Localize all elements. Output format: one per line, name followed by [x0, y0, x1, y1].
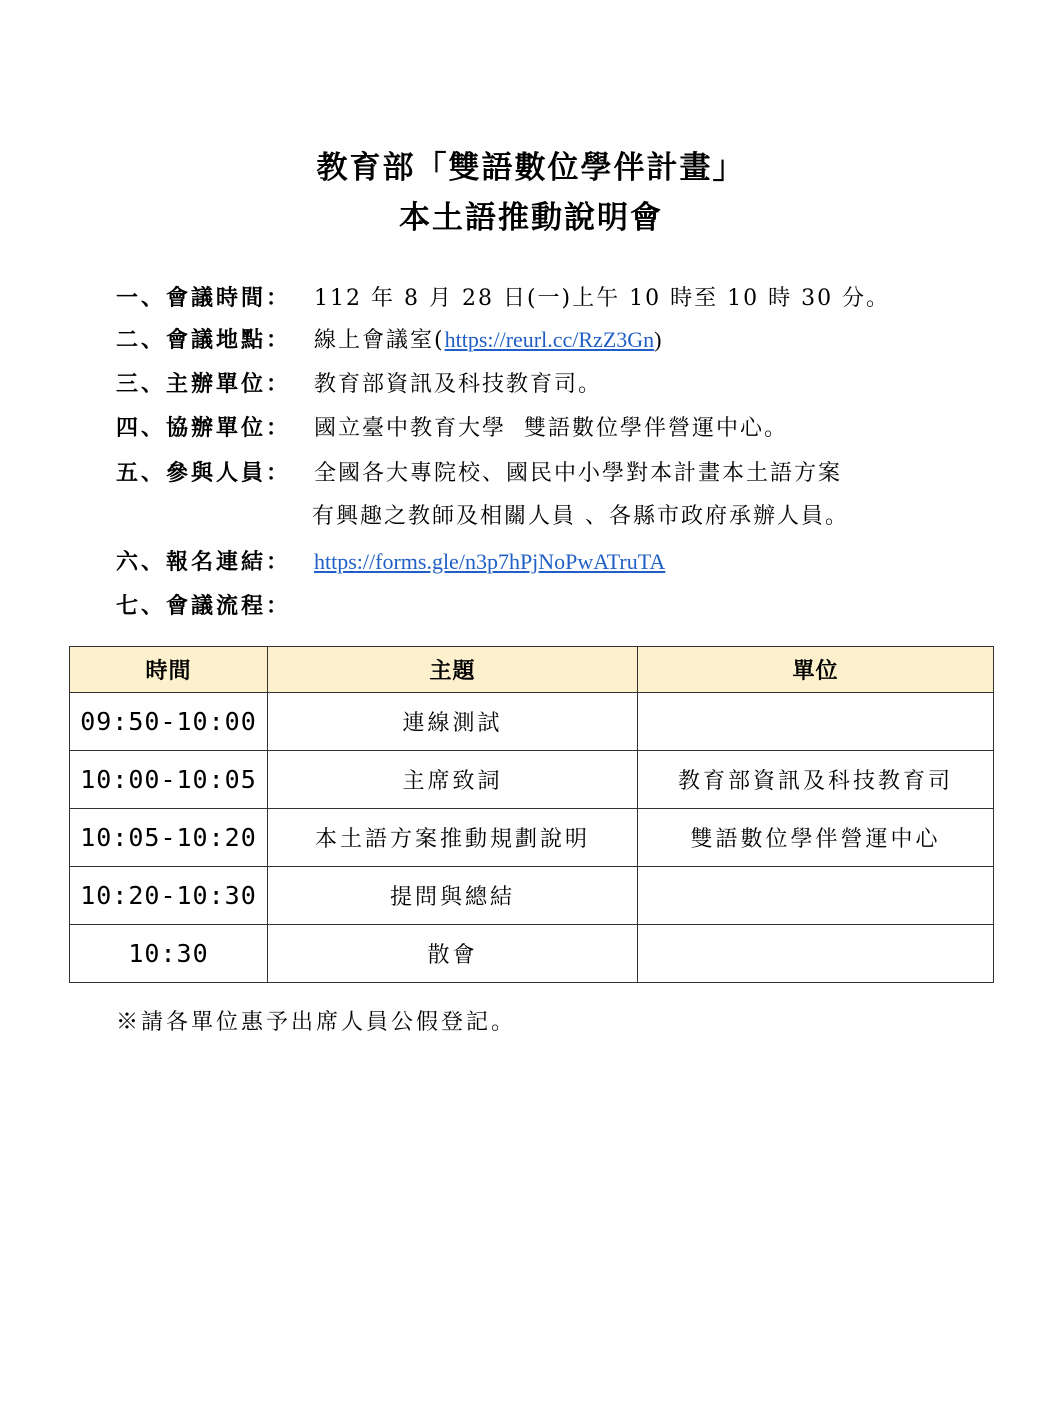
row-unit: 雙語數位學伴營運中心: [638, 809, 994, 867]
table-row: [70, 925, 994, 983]
row-unit: [638, 693, 994, 751]
table-row: [70, 751, 994, 809]
header-topic: 主題: [268, 647, 638, 693]
meeting-place-item: [116, 322, 661, 358]
row-topic: 本土語方案推動規劃說明: [268, 809, 638, 867]
meeting-time-item: [116, 280, 890, 316]
host-label: 三、主辦單位：: [116, 371, 292, 397]
agenda-item: [116, 588, 314, 624]
row-topic: 連線測試: [268, 693, 638, 751]
cohost-label: 四、協辦單位：: [116, 415, 292, 441]
row-time: 10:00-10:05: [70, 751, 268, 809]
participants-label: 五、參與人員：: [116, 460, 292, 486]
meeting-place-label: 二、會議地點：: [116, 327, 292, 353]
header-unit: 單位: [638, 647, 994, 693]
row-time: 10:30: [70, 925, 268, 983]
row-time: 10:05-10:20: [70, 809, 268, 867]
table-row: [70, 809, 994, 867]
row-topic: 提問與總結: [268, 867, 638, 925]
meeting-place-suffix: ): [654, 327, 662, 352]
cohost-value: 國立臺中教育大學 雙語數位學伴營運中心。: [314, 416, 788, 441]
host-value: 教育部資訊及科技教育司。: [314, 372, 603, 397]
document-title: 教育部「雙語數位學伴計畫」: [316, 150, 746, 186]
attendance-note: ※請各單位惠予出席人員公假登記。: [116, 1010, 517, 1035]
table-header-row: [70, 647, 994, 693]
row-topic: 主席致詞: [268, 751, 638, 809]
register-link[interactable]: https://forms.gle/n3p7hPjNoPwATruTA: [314, 549, 666, 574]
table-row: [70, 693, 994, 751]
meeting-place-prefix: 線上會議室(: [314, 328, 445, 353]
agenda-label: 七、會議流程：: [116, 593, 292, 619]
meeting-time-label: 一、會議時間：: [116, 285, 292, 311]
register-label: 六、報名連結：: [116, 549, 292, 575]
participants-line2: 有興趣之教師及相關人員 、各縣市政府承辦人員。: [312, 504, 849, 529]
host-item: [116, 366, 602, 402]
row-time: 10:20-10:30: [70, 867, 268, 925]
meeting-time-value: 112 年 8 月 28 日(一)上午 10 時至 10 時 30 分。: [314, 286, 891, 311]
register-item: [116, 544, 665, 580]
row-time: 09:50-10:00: [70, 693, 268, 751]
table-row: [70, 867, 994, 925]
document-subtitle: 本土語推動說明會: [399, 200, 663, 236]
cohost-item: [116, 410, 788, 446]
row-unit: 教育部資訊及科技教育司: [638, 751, 994, 809]
participants-item: [116, 455, 842, 491]
participants-line1: 全國各大專院校、國民中小學對本計畫本土語方案: [314, 461, 843, 486]
meeting-room-link[interactable]: https://reurl.cc/RzZ3Gn: [444, 327, 655, 352]
row-unit: [638, 867, 994, 925]
row-unit: [638, 925, 994, 983]
row-topic: 散會: [268, 925, 638, 983]
agenda-table: [69, 646, 994, 983]
header-time: 時間: [70, 647, 268, 693]
